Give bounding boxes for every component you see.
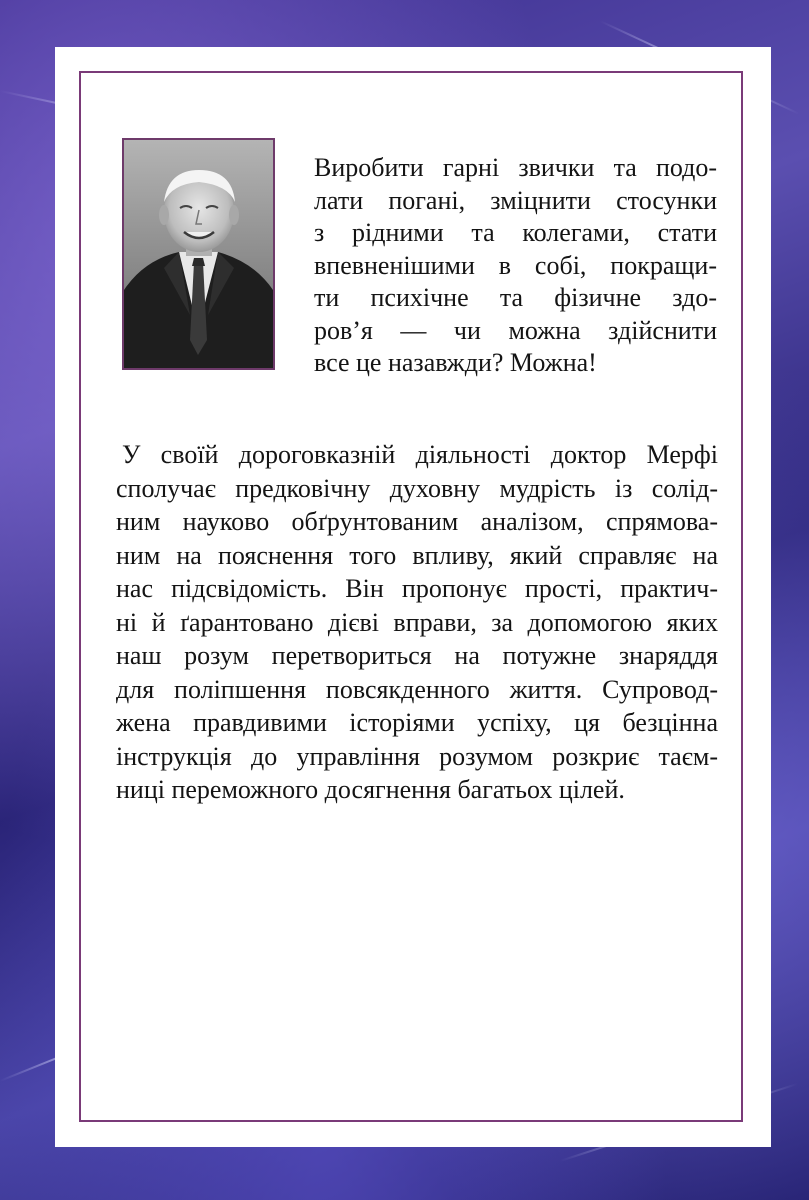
description-line: сполучає предковічну духовну мудрість із солід- xyxy=(116,473,718,503)
description-line: нас підсвідомість. Він пропонує прості, практич- xyxy=(116,574,718,603)
intro-line: ти психічне та фізичне здо- xyxy=(314,283,717,312)
description-line: ним науково обґрунтованим аналізом, спрямова- xyxy=(116,507,718,536)
intro-line: з рідними та колегами, стати xyxy=(314,218,717,247)
description-line: жена правдивими історіями успіху, ця безцінна xyxy=(116,708,718,737)
description-line: для поліпшення повсякденного життя. Супровод- xyxy=(116,674,718,704)
intro-line: ров’я — чи можна здійснити xyxy=(314,315,717,345)
author-photo-image xyxy=(124,140,273,368)
intro-line: лати погані, зміцнити стосунки xyxy=(314,185,717,215)
author-portrait xyxy=(122,138,275,370)
description-line: інструкція до управління розумом розкриє таєм- xyxy=(116,741,718,771)
intro-line: впевненішими в собі, покращи- xyxy=(314,250,717,280)
description-line: ниці переможного досягнення багатьох цілей. xyxy=(116,775,625,804)
intro-paragraph xyxy=(314,152,717,380)
intro-line: Виробити гарні звички та подо- xyxy=(314,153,717,182)
description-line: наш розум перетвориться на потужне знаряддя xyxy=(116,641,718,670)
description-paragraph xyxy=(116,438,718,807)
intro-line: все це назавжди? Можна! xyxy=(314,348,597,377)
description-line: ні й ґарантовано дієві вправи, за допомогою яких xyxy=(116,607,718,637)
description-line: У своїй дороговказній діяльності доктор Мерфі xyxy=(122,440,718,469)
description-line: ним на пояснення того впливу, який справляє на xyxy=(116,540,718,570)
